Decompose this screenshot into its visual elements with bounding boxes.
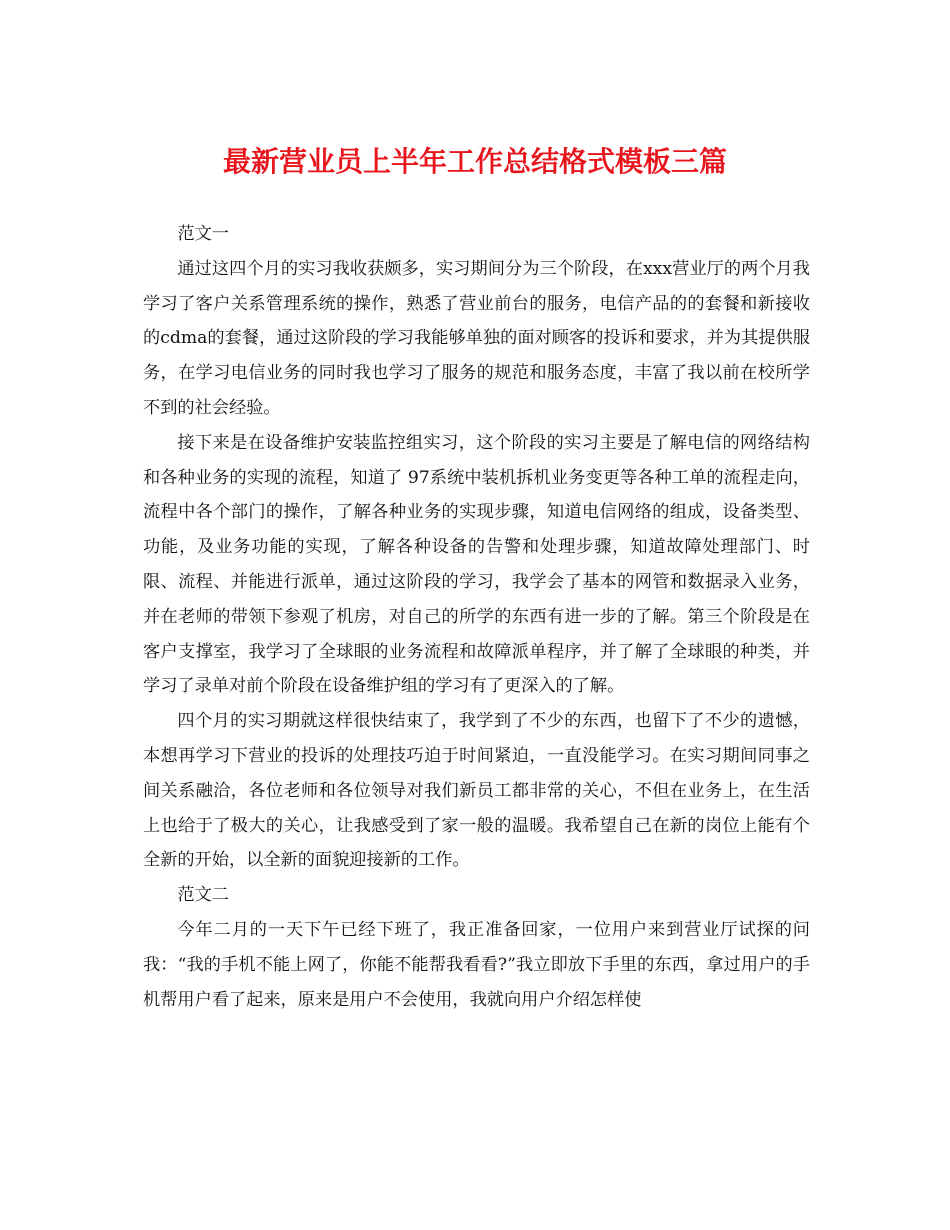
paragraph: 接下来是在设备维护安装监控组实习，这个阶段的实习主要是了解电信的网络结构和各种业务的实现的流程，知道了 97系统中装机拆机业务变更等各种工单的流程走向，流程中各个部门的操作，了解各种业务的实现步骤，知道电信网络的组成，设备类型、功能，及业务功能的实现，了解各种设备的告警和处理步骤，知道故障处理部门、时限、流程、并能进行派单，通过这阶段的学习，我学会了基本的网管和数据录入业务，并在老师的带领下参观了机房，对自己的所学的东西有进一步的了解。第三个阶段是在客户支撑室，我学习了全球眼的业务流程和故障派单程序，并了解了全球眼的种类，并学习了录单对前个阶段在设备维护组的学习有了更深入的了解。 [143,432,810,697]
section-heading-1: 范文一 [177,224,229,244]
paragraph: 四个月的实习期就这样很快结束了，我学到了不少的东西，也留下了不少的遗憾，本想再学习下营业的投诉的处理技巧迫于时间紧迫，一直没能学习。在实习期间同事之间关系融洽，各位老师和各位领导对我们新员工都非常的关心，不但在业务上，在生活上也给于了极大的关心，让我感受到了家一般的温暖。我希望自己在新的岗位上能有个全新的开始，以全新的面貌迎接新的工作。 [143,711,810,871]
document-body [143,217,810,1017]
paragraph: 通过这四个月的实习我收获颇多，实习期间分为三个阶段，在xxx营业厅的两个月我学习了客户关系管理系统的操作，熟悉了营业前台的服务，电信产品的的套餐和新接收的cdma的套餐，通过这阶段的学习我能够单独的面对顾客的投诉和要求，并为其提供服务，在学习电信业务的同时我也学习了服务的规范和服务态度，丰富了我以前在校所学不到的社会经验。 [143,258,810,418]
paragraph: 今年二月的一天下午已经下班了，我正准备回家，一位用户来到营业厅试探的问我：“我的手机不能上网了，你能不能帮我看看?”我立即放下手里的东西，拿过用户的手机帮用户看了起来，原来是用户不会使用，我就向用户介绍怎样使 [143,919,810,1010]
document-title: 最新营业员上半年工作总结格式模板三篇 [222,145,727,178]
section-heading-2: 范文二 [177,885,229,906]
